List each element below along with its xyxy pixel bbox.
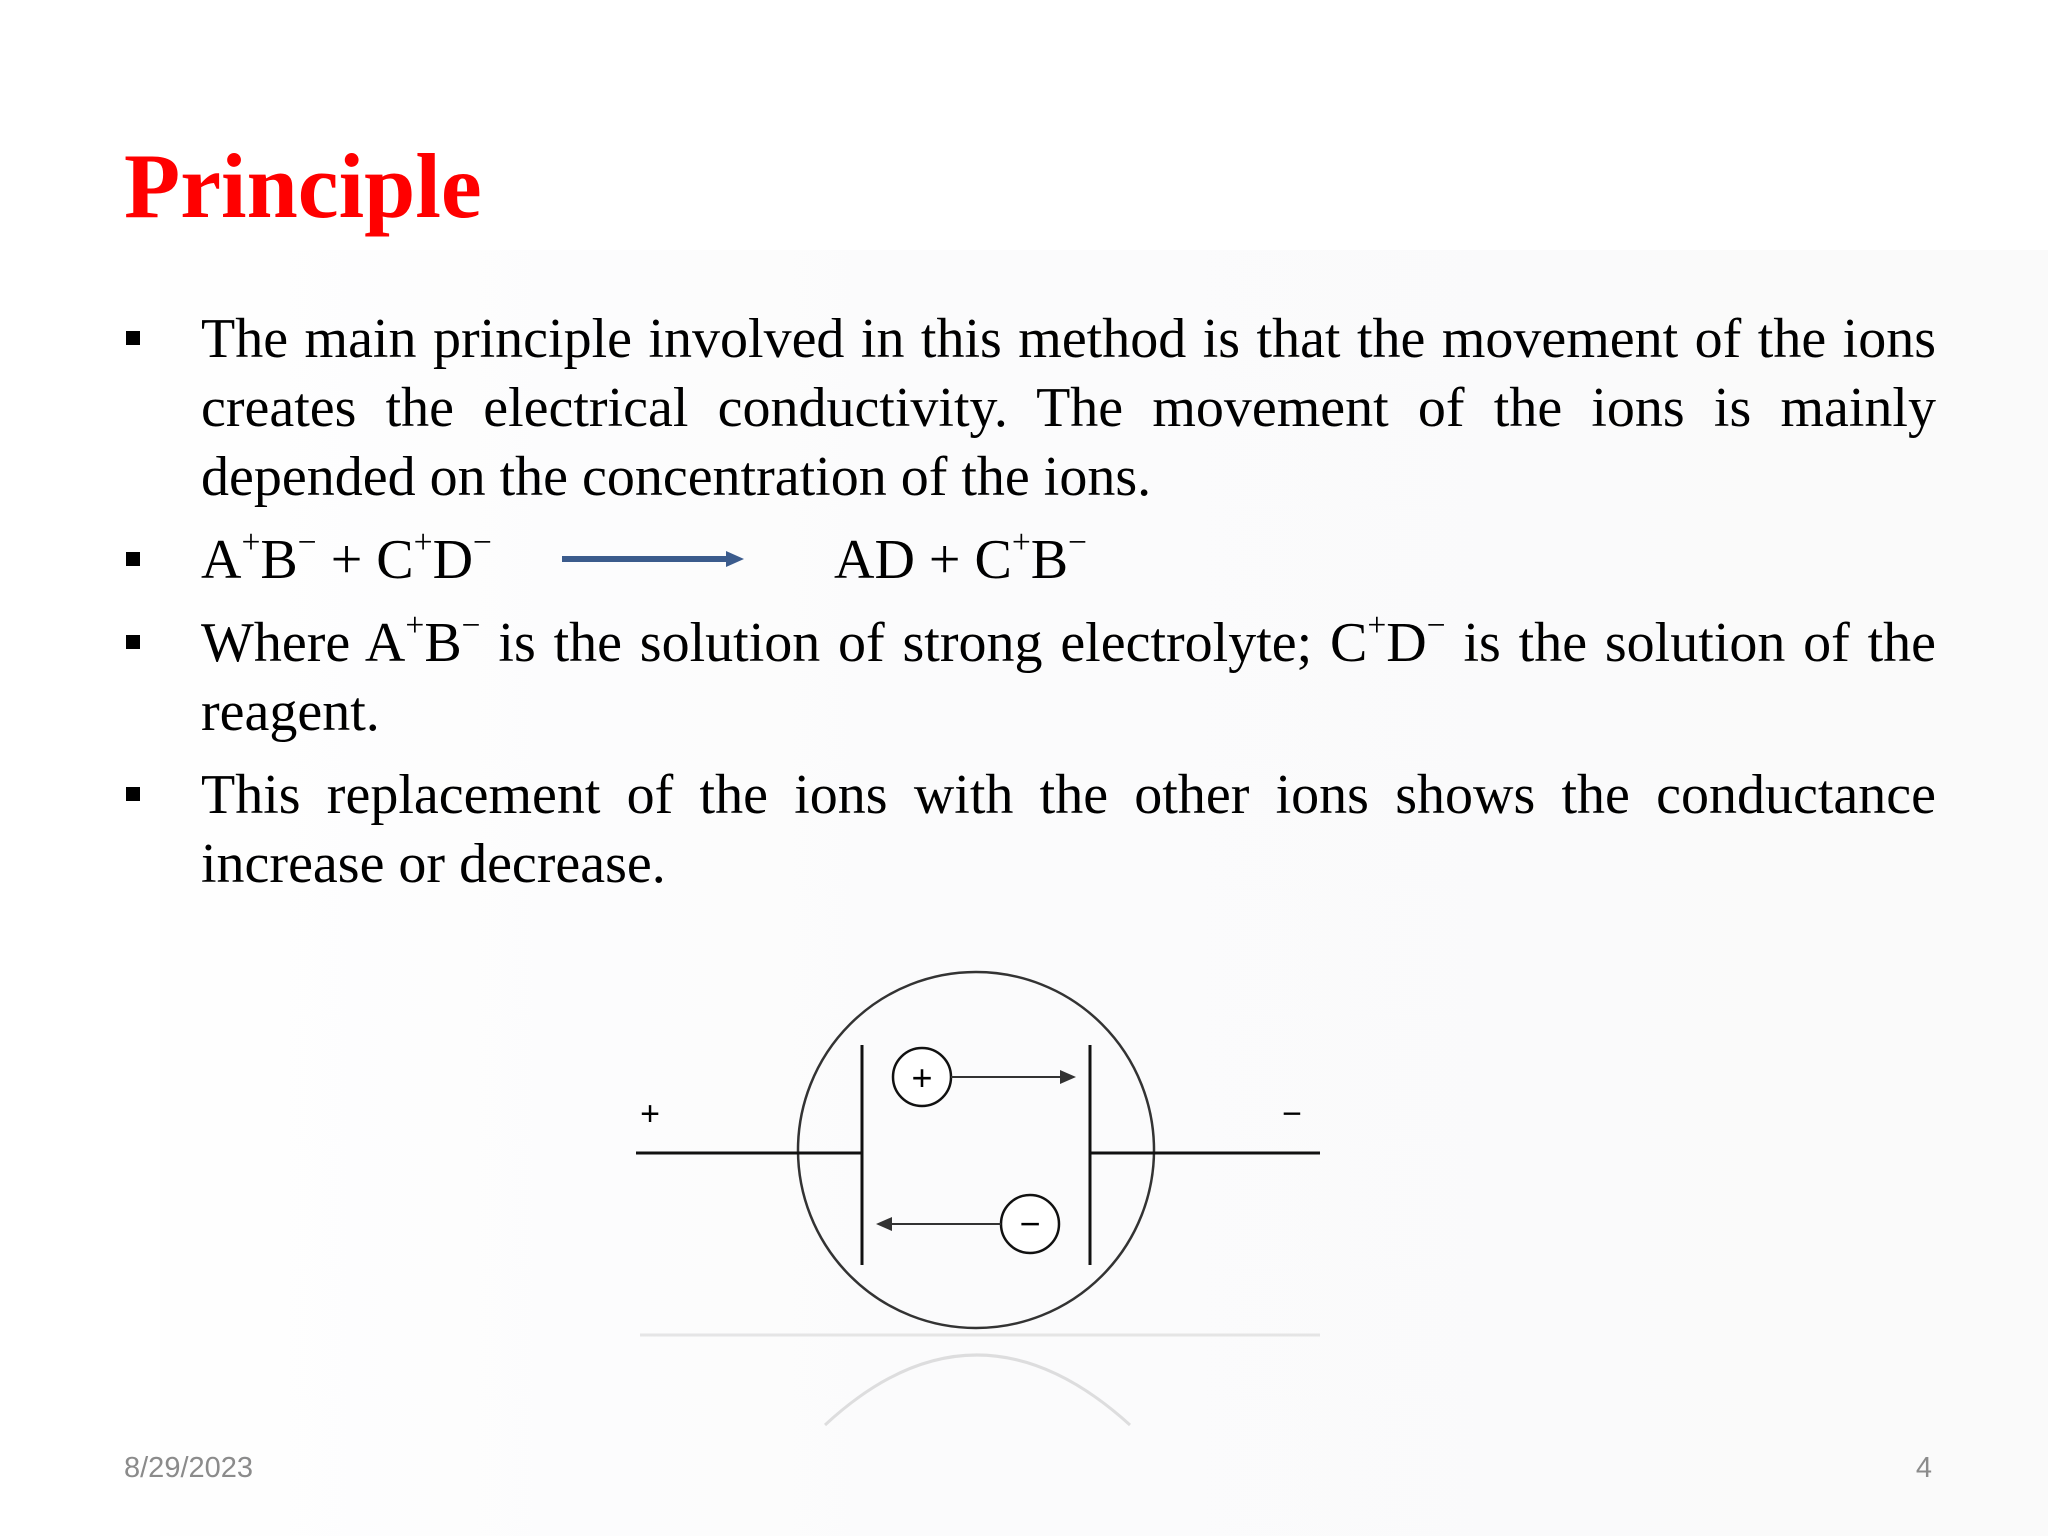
slide-title: Principle	[124, 135, 482, 237]
formula-text: B	[424, 612, 462, 674]
bullet-4-text: This replacement of the ions with the other ions shows the conductance increase or decrease.	[201, 764, 1936, 895]
negative-terminal-label: −	[1282, 1095, 1302, 1133]
bullet-list	[124, 305, 1936, 913]
formula-text: D	[1386, 612, 1427, 674]
cation-label: +	[911, 1057, 933, 1098]
bullet-square-icon	[126, 787, 140, 801]
reaction-arrow-icon	[562, 548, 744, 570]
positive-terminal-label: +	[640, 1095, 660, 1133]
charge-superscript: +	[241, 524, 261, 562]
footer-date: 8/29/2023	[124, 1452, 254, 1484]
charge-superscript: −	[1068, 524, 1088, 562]
formula-text: is the solution of the reagent.	[201, 612, 1936, 743]
diagram-reflection	[630, 1325, 1330, 1435]
formula-text: A	[201, 529, 242, 591]
formula-text: B	[260, 529, 298, 591]
formula-text: Where A	[201, 612, 406, 674]
anion-arrow-head-icon	[876, 1217, 892, 1231]
bullet-square-icon	[126, 635, 140, 649]
formula-text: B	[1030, 529, 1069, 591]
bullet-1	[124, 305, 1936, 512]
equation-products	[834, 526, 1087, 595]
charge-superscript: +	[405, 607, 425, 645]
charge-superscript: −	[461, 607, 481, 645]
cation-arrow-head-icon	[1060, 1070, 1076, 1084]
charge-superscript: +	[1367, 607, 1387, 645]
bullet-square-icon	[126, 552, 140, 566]
bullet-3-text	[201, 607, 1936, 743]
page-number: 4	[1915, 1452, 1932, 1484]
bullet-4	[124, 761, 1936, 899]
conductivity-cell-diagram	[620, 960, 1340, 1330]
charge-superscript: +	[1011, 524, 1031, 562]
charge-superscript: −	[1426, 607, 1446, 645]
formula-text: D	[432, 529, 474, 591]
formula-text: + C	[316, 529, 414, 591]
formula-text: AD + C	[834, 529, 1012, 591]
anion-label: −	[1019, 1203, 1041, 1244]
cell-circle	[798, 972, 1154, 1328]
charge-superscript: +	[413, 524, 433, 562]
bullet-1-text: The main principle involved in this method is that the movement of the ions creates the electrical conductivity. The movement of the ions is mainly depended on the concentration of the ions.	[201, 308, 1936, 508]
equation-reactants	[201, 526, 492, 595]
bullet-equation	[124, 526, 1936, 595]
formula-text: is the solution of strong electrolyte; C	[480, 612, 1368, 674]
charge-superscript: −	[297, 524, 317, 562]
bullet-square-icon	[126, 331, 140, 345]
charge-superscript: −	[473, 524, 492, 562]
bullet-3	[124, 609, 1936, 747]
